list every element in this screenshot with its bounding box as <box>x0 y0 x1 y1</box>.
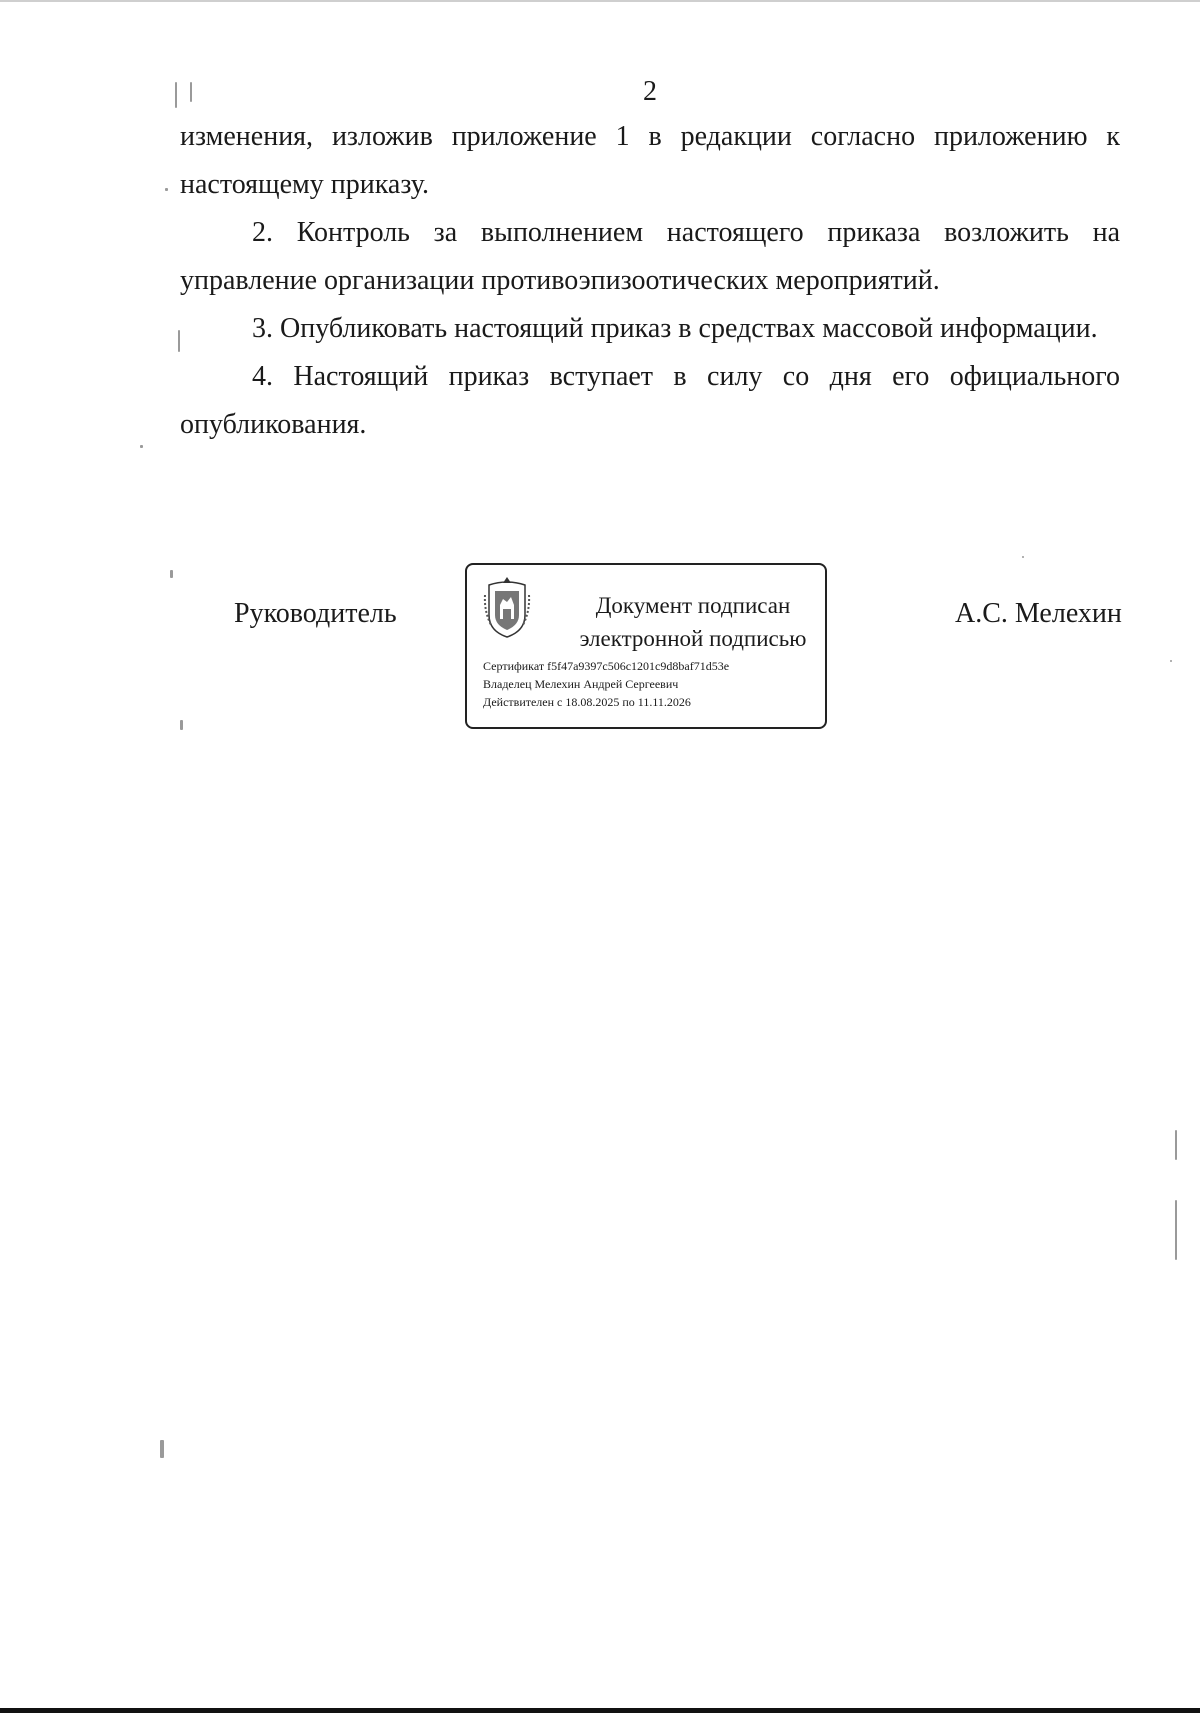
paragraph-4-line-2: опубликования. <box>180 409 367 440</box>
paragraph-2-line-1: 2. Контроль за выполнением настоящего приказа возложить на <box>252 217 1120 248</box>
signer-title: Руководитель <box>234 598 397 629</box>
coat-of-arms-icon <box>483 575 531 639</box>
paragraph-1 <box>180 113 1120 209</box>
scan-bottom-edge <box>0 1708 1200 1713</box>
scan-speck <box>165 188 168 191</box>
scan-speck <box>160 1440 164 1458</box>
paragraph-3 <box>180 305 1120 353</box>
scan-speck <box>190 82 192 102</box>
stamp-heading-line-1: Документ подписан <box>595 593 791 618</box>
stamp-owner: Владелец Мелехин Андрей Сергеевич <box>483 677 679 691</box>
stamp-heading-line-2: электронной подписью <box>579 626 807 651</box>
scan-speck <box>180 720 183 730</box>
scan-speck <box>140 445 143 448</box>
scan-speck <box>1175 1200 1177 1260</box>
stamp-validity: Действителен с 18.08.2025 по 11.11.2026 <box>483 695 691 709</box>
paragraph-2 <box>180 209 1120 305</box>
order-body <box>180 113 1120 449</box>
scan-speck <box>178 330 180 352</box>
stamp-certificate: Сертификат f5f47a9397c506c1201c9d8baf71d53e <box>483 659 730 673</box>
scan-speck <box>1170 660 1172 662</box>
scan-speck <box>170 570 173 578</box>
paragraph-4 <box>180 353 1120 449</box>
stamp-details <box>483 657 813 711</box>
scan-speck <box>1022 556 1024 558</box>
scan-top-edge <box>0 0 1200 2</box>
electronic-signature-stamp <box>465 563 827 729</box>
paragraph-3-line-1: 3. Опубликовать настоящий приказ в средствах массовой информации. <box>252 313 1098 344</box>
signer-name: А.С. Мелехин <box>955 598 1122 629</box>
paragraph-4-line-1: 4. Настоящий приказ вступает в силу со дня его официального <box>252 361 1120 392</box>
paragraph-2-line-2: управление организации противоэпизоотических мероприятий. <box>180 265 940 296</box>
page-number: 2 <box>643 76 657 107</box>
stamp-heading <box>562 589 824 655</box>
paragraph-1-line-1: изменения, изложив приложение 1 в редакции согласно приложению <box>180 121 1088 152</box>
scan-speck <box>1175 1130 1177 1160</box>
scan-speck <box>175 82 177 108</box>
paragraph-1-line-2: к настоящему приказу. <box>180 121 1120 200</box>
